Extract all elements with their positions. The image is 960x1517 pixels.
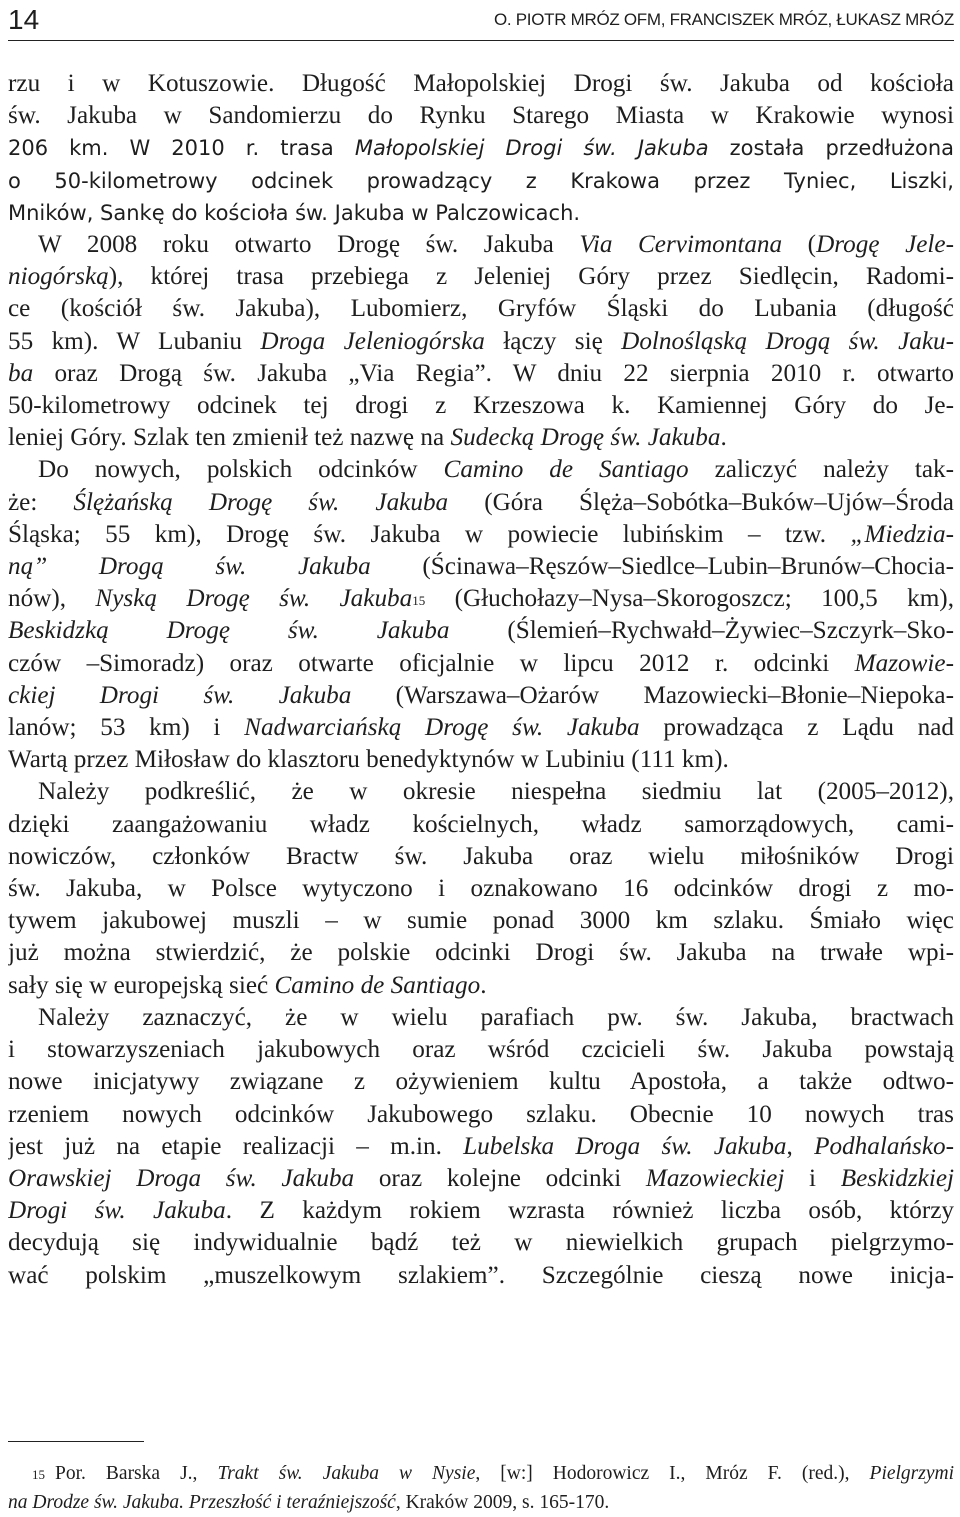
paragraph-3 (8, 454, 954, 776)
text-run: łączy się (484, 327, 622, 355)
text-line: Mników, Sankę do kościoła św. Jakuba w Palczowicach. (8, 200, 581, 225)
text-line: już można stwierdzić, że polskie odcinki Drogi św. Jakuba na trwałe wpi- (8, 939, 954, 967)
text-line (8, 680, 954, 712)
text-line: Wartą przez Miłosław do klasztoru benedyktynów w Lubiniu (111 km). (8, 746, 729, 774)
paragraph-5 (8, 1002, 954, 1292)
paragraph-2 (8, 229, 954, 454)
text-line (8, 454, 954, 486)
text-run: i (784, 1164, 841, 1192)
text-run: 206 km. W 2010 r. trasa (8, 136, 355, 161)
footnote (8, 1459, 954, 1517)
running-title: O. PIOTR MRÓZ OFM, FRANCISZEK MRÓZ, ŁUKASZ MRÓZ (493, 10, 954, 29)
text-run: 55 km). W Lubaniu (8, 327, 261, 355)
text-line (8, 648, 954, 680)
italic-run: ckiej Drogi św. Jakuba (8, 681, 352, 709)
text-run: lanów; 53 km) i (8, 714, 245, 742)
italic-run: Drogi św. Jakuba (8, 1197, 226, 1225)
text-line (8, 1195, 954, 1227)
page-number: 14 (8, 4, 40, 35)
text-run: , [w:] Hodorowicz I., Mróz F. (red.), (475, 1463, 870, 1484)
text-run: W 2008 roku otwarto Drogę św. Jakuba (38, 231, 580, 259)
page-header (8, 0, 954, 40)
text-run: . (720, 424, 727, 452)
text-line (8, 583, 954, 615)
italic-run: Beskidzkiej (840, 1164, 954, 1192)
italic-run: Drogę Jele- (816, 231, 954, 259)
italic-run: Sudecką Drogę św. Jakuba (450, 424, 721, 452)
text-run: , Kraków 2009, s. 165-170. (395, 1492, 610, 1513)
italic-run: Podhalańsko- (814, 1132, 954, 1160)
text-line (8, 1163, 954, 1195)
italic-run: niogórską (8, 263, 109, 291)
italic-run: na Drodze św. Jakuba. Przeszłość i teraźniejszość (8, 1492, 396, 1513)
text-line: ce (kościół św. Jakuba), Lubomierz, Gryfów Śląski do Lubania (długość (8, 295, 954, 323)
italic-run: Droga Jeleniogórska (260, 327, 485, 355)
italic-run: Camino de Santiago (443, 456, 689, 484)
italic-run: Nadwarciańską Drogę św. Jakuba (244, 714, 640, 742)
text-run: sały się w europejską sieć (8, 971, 275, 999)
italic-run: Dolnośląską Drogą św. Jaku- (621, 327, 954, 355)
text-run: oraz kolejne odcinki (354, 1164, 646, 1192)
text-run: zaliczyć należy tak- (688, 456, 954, 484)
text-run: . (480, 971, 487, 999)
text-run: . Z każdym rokiem wzrasta również liczba osób, którzy (225, 1197, 954, 1225)
body-text (8, 68, 954, 1292)
text-line (8, 132, 954, 164)
text-line: rzeniem nowych odcinków Jakubowego szlaku. Obecnie 10 nowych tras (8, 1100, 954, 1128)
italic-run: Orawskiej Droga św. Jakuba (8, 1164, 355, 1192)
text-run: (Warszawa–Ożarów Mazowiecki–Błonie–Niepoka- (351, 681, 954, 709)
text-line (8, 1131, 954, 1163)
text-line: Należy podkreślić, że w okresie niespełna siedmiu lat (2005–2012), (38, 778, 954, 806)
text-line (8, 519, 954, 551)
text-line (8, 712, 954, 744)
header-rule (8, 40, 954, 41)
italic-run: ną” Drogą św. Jakuba (8, 553, 371, 581)
text-line: decydują się indywidualnie bądź też w niewielkich grupach pielgrzymo- (8, 1229, 954, 1257)
text-line: nowe inicjatywy związane z ożywieniem kultu Apostoła, a także odtwo- (8, 1068, 954, 1096)
italic-run: Lubelska Droga św. Jakuba (463, 1132, 787, 1160)
text-line (8, 615, 954, 647)
footnote-rule (8, 1441, 144, 1442)
italic-run: Mazowie- (854, 649, 954, 677)
text-line: św. Jakuba w Sandomierzu do Rynku Starego Miasta w Krakowie wynosi (8, 102, 954, 130)
italic-run: „Miedzia- (850, 520, 954, 548)
footnote-line (8, 1488, 954, 1517)
text-run: jest już na etapie realizacji – m.in. (8, 1132, 464, 1160)
text-run: (Ślemień–Rychwałd–Żywiec–Szczyrk–Sko- (449, 617, 954, 645)
text-run: (Ścinawa–Ręszów–Siedlce–Lubin–Brunów–Chocia- (370, 553, 954, 581)
text-line: 50-kilometrowy odcinek tej drogi z Krzeszowa k. Kamiennej Góry do Je- (8, 392, 954, 420)
text-run: czów –Simoradz) oraz otwarte oficjalnie w lipcu 2012 r. odcinki (8, 649, 855, 677)
text-run: (Głuchołazy–Nysa–Skorogoszcz; 100,5 km), (425, 585, 954, 613)
text-line: dzięki zaangażowaniu władz kościelnych, władz samorządowych, cami- (8, 810, 954, 838)
italic-run: Via Cervimontana (579, 231, 783, 259)
text-line (8, 261, 954, 293)
italic-run: Ślężańską Drogę św. Jakuba (73, 488, 449, 516)
text-run: została przedłużona (708, 136, 954, 161)
text-run: że: (8, 488, 74, 516)
text-line: św. Jakuba, w Polsce wytyczono i oznakowano 16 odcinków drogi z mo- (8, 875, 954, 903)
text-line (8, 358, 954, 390)
paragraph-4 (8, 776, 954, 1001)
text-run: (Góra Ślęża–Sobótka–Buków–Ujów–Środa (448, 488, 954, 516)
footnote-line (8, 1459, 954, 1488)
text-run: , (786, 1132, 815, 1160)
text-line: i stowarzyszeniach jakubowych oraz wśród czcicieli św. Jakuba powstają (8, 1036, 954, 1064)
text-line: rzu i w Kotuszowie. Długość Małopolskiej Drogi św. Jakuba od kościoła (8, 70, 954, 97)
text-line (8, 326, 954, 358)
text-run: nów), (8, 585, 96, 613)
italic-run: Nyską Drogę św. Jakuba (95, 585, 413, 613)
text-run: Śląska; 55 km), Drogę św. Jakuba w powiecie lubińskim – tzw. (8, 520, 851, 548)
text-line (8, 487, 954, 519)
italic-run: Pielgrzymi (869, 1463, 954, 1484)
italic-run: Mazowieckiej (645, 1164, 785, 1192)
text-run: Por. Barska J., (55, 1463, 218, 1484)
text-line: nowiczów, członków Bractw św. Jakuba oraz wielu miłośników Drogi (8, 842, 954, 870)
paragraph-1 (8, 68, 954, 229)
text-line (8, 229, 954, 261)
text-line (8, 422, 954, 454)
text-line: Należy zaznaczyć, że w wielu parafiach pw. św. Jakuba, bractwach (38, 1003, 954, 1031)
text-run: leniej Góry. Szlak ten zmienił też nazwę na (8, 424, 451, 452)
text-line: o 50-kilometrowy odcinek prowadzący z Krakowa przez Tyniec, Liszki, (8, 168, 954, 193)
text-run: prowadząca z Lądu nad (639, 714, 954, 742)
italic-run: Trakt św. Jakuba w Nysie (217, 1463, 476, 1484)
italic-run: Beskidzką Drogę św. Jakuba (8, 617, 450, 645)
italic-run: Camino de Santiago (274, 971, 481, 999)
footnote-ref: 15 (412, 593, 426, 609)
text-line: wać polskim „muszelkowym szlakiem”. Szczególnie cieszą nowe inicja- (8, 1261, 954, 1289)
text-run: oraz Drogą św. Jakuba „Via Regia”. W dniu 22 sierpnia 2010 r. otwarto (33, 359, 954, 387)
text-line: tywem jakubowej muszli – w sumie ponad 3000 km szlaku. Śmiało więc (8, 907, 954, 935)
italic-run: Małopolskiej Drogi św. Jakuba (354, 136, 709, 161)
text-run: ( (782, 231, 817, 259)
text-run: ), której trasa przebiega z Jeleniej Góry przez Siedlęcin, Radomi- (108, 263, 954, 291)
footnote-number: 15 (32, 1467, 45, 1482)
text-line (8, 551, 954, 583)
text-line (8, 970, 954, 1002)
text-run: Do nowych, polskich odcinków (38, 456, 444, 484)
italic-run: ba (8, 359, 34, 387)
